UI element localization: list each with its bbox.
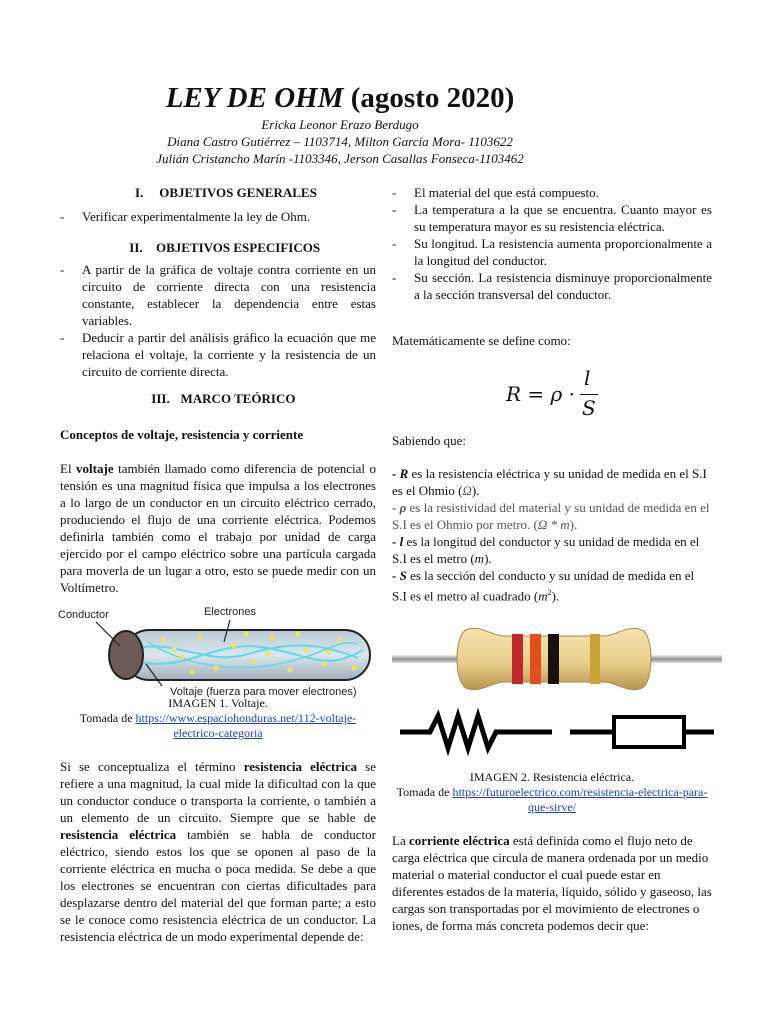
- list-item: - A partir de la gráfica de voltaje contra corriente en un circuito de corriente directa con una resistencia constante, establecer la dependencia entre estas variables.: [60, 261, 376, 329]
- list-item: - Verificar experimentalmente la ley de Ohm.: [60, 208, 376, 225]
- band-1: [512, 634, 523, 684]
- author-line-2: Diana Castro Gutiérrez – 1103714, Milton García Mora- 1103622: [167, 134, 513, 149]
- resistencia-paragraph: Si se conceptualiza el término resistencia eléctrica se refiere a una magnitud, la cual mide la dificultad con la que un conductor conduce o transporta la corriente, o también a un elemento de un circuito. Siempre que se hable de resistencia eléctrica también se habla de conductor eléctrico, siendo estos los que se oponen al paso de la corriente eléctrica en mucha o poca medida. Se debe a que los electrones se encuentran con ciertas dificultades para desplazarse dentro del material del que forman parte; a esto se le conoce como resistencia eléctrica de un conductor. La resistencia eléctrica de un modo experimental depende de:: [60, 759, 376, 944]
- section-objetivos-especificos: [60, 239, 376, 380]
- list-item: - La temperatura a la que se encuentra. Cuanto mayor es su temperatura mayor es su resistencia eléctrica.: [392, 201, 712, 235]
- title-suffix: (agosto 2020): [343, 82, 515, 114]
- subsection-title: Conceptos de voltaje, resistencia y corriente: [60, 427, 304, 442]
- formula-denominator: S: [582, 396, 596, 420]
- label-electrones: Electrones: [204, 606, 256, 618]
- figure2-caption: [392, 770, 712, 815]
- section-marco-teorico: [60, 390, 376, 596]
- author-list: [0, 116, 680, 167]
- resistor-box-symbol: [614, 717, 684, 747]
- source-link[interactable]: https://www.espaciohonduras.net/112-voltaje-electrico-categoria: [135, 711, 357, 740]
- math-intro: Matemáticamente se define como:: [392, 333, 571, 348]
- formula-lhs: R = ρ ·: [506, 382, 576, 406]
- list-item: - Su sección. La resistencia disminuye proporcionalmente a la sección transversal del conductor.: [392, 269, 712, 303]
- resistance-formula: [506, 366, 626, 426]
- title-main: LEY DE OHM: [165, 82, 344, 114]
- def-rho: - ρ es la resistividad del material y su unidad de medida en el S.I es el Ohmio por metro. (Ω * m).: [392, 500, 710, 532]
- corriente-paragraph: La corriente eléctrica está definida como el flujo neto de carga eléctrica que circula de manera ordenada por un medio material o material conductor el cual puede estar en diferentes estados de la materia, líquido, sólido y gaseoso, las cargas son transportadas por el movimiento de electrones o iones, de forma más concreta podemos decir que:: [392, 833, 712, 933]
- section-objetivos-generales: [60, 184, 376, 225]
- list-item: - Su longitud. La resistencia aumenta proporcionalmente a la longitud del conductor.: [392, 235, 712, 269]
- conductor-end: [109, 631, 143, 679]
- figure1-caption: [60, 696, 376, 741]
- paper-title: [0, 80, 680, 116]
- caption-source: Tomada de https://www.espaciohonduras.net/112-voltaje-electrico-categoria: [79, 711, 357, 740]
- variable-definitions: [392, 465, 712, 604]
- factors-list: [392, 184, 712, 303]
- caption-source: Tomada de https://futuroelectrico.com/resistencia-electrica-para-que-sirve/: [396, 785, 708, 814]
- section-heading: II. OBJETIVOS ESPECIFICOS: [129, 240, 321, 255]
- band-3: [548, 634, 559, 684]
- author-line-1: Ericka Leonor Erazo Berdugo: [261, 117, 419, 132]
- conductor-figure: [58, 602, 378, 698]
- sabiendo-text: Sabiendo que:: [392, 433, 467, 448]
- list-item: - El material del que está compuesto.: [392, 184, 712, 201]
- caption-text: IMAGEN 2. Resistencia eléctrica.: [469, 770, 635, 784]
- section-heading: III. MARCO TEÓRICO: [151, 391, 296, 406]
- label-voltaje: Voltaje (fuerza para mover electrones): [170, 686, 357, 698]
- formula-numerator: l: [584, 366, 591, 390]
- resistor-figure: [392, 624, 722, 764]
- list-item: - Deducir a partir del análisis gráfico la ecuación que me relaciona el voltaje, la corriente y la resistencia de un circuito de corriente directa.: [60, 329, 376, 380]
- voltaje-paragraph: El voltaje también llamado como diferencia de potencial o tensión es una magnitud física que impulsa a los electrones a lo largo de un conductor en un circuito eléctrico cerrado, produciendo el flujo de una corriente eléctrica. Podemos definirla también como el trabajo por unidad de carga ejercido por el campo eléctrico sobre una partícula cargada para moverla de un lugar a otro, esto se puede medir con un Voltímetro.: [60, 461, 376, 595]
- band-4: [590, 634, 600, 684]
- def-R: - R es la resistencia eléctrica y su unidad de medida en el S.I es el Ohmio (Ω).: [392, 466, 707, 498]
- band-2: [530, 634, 541, 684]
- def-S: - S es la sección del conducto y su unidad de medida en el S.I es el metro al cuadrado $(m^2)$.: [392, 568, 695, 604]
- def-l: - l es la longitud del conductor y su unidad de medida en el S.I es el metro (m).: [392, 534, 700, 566]
- resistor-zigzag-symbol: [400, 716, 552, 748]
- label-conductor: Conductor: [58, 609, 109, 621]
- source-link[interactable]: https://futuroelectrico.com/resistencia-electrica-para-que-sirve/: [452, 785, 708, 814]
- formula-fraction-bar: [580, 394, 598, 395]
- caption-text: IMAGEN 1. Voltaje.: [168, 696, 268, 710]
- author-line-3: Julián Cristancho Marín -1103346, Jerson Casallas Fonseca-1103462: [156, 151, 524, 166]
- section-heading: I. OBJETIVOS GENERALES: [135, 185, 317, 200]
